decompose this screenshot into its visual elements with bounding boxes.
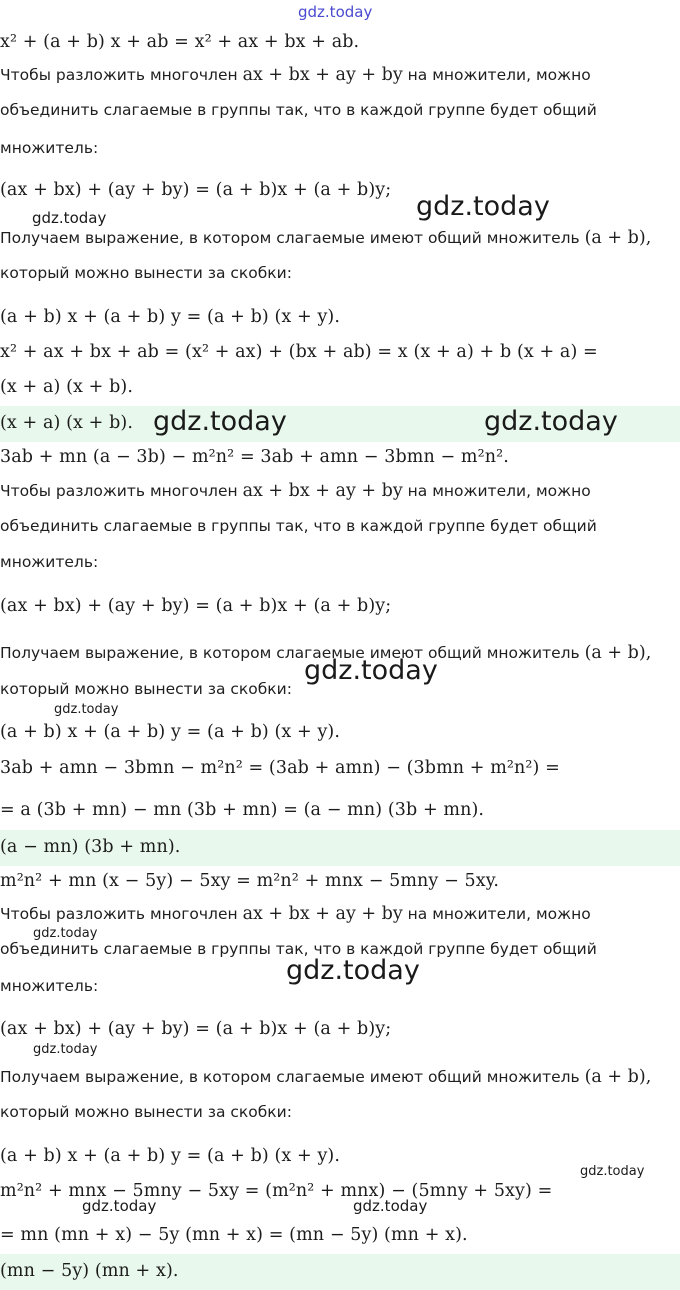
text-fragment: Чтобы разложить многочлен xyxy=(0,66,243,84)
equation-line: (x + a) (x + b). xyxy=(0,377,133,397)
text-fragment: на множители, можно xyxy=(402,66,591,84)
equation-line: m²n² + mn (x − 5y) − 5xy = m²n² + mnx − 5mny − 5xy. xyxy=(0,871,500,891)
inline-math: (a + b), xyxy=(584,643,652,663)
text-line: множитель: xyxy=(0,139,99,157)
watermark: gdz.today xyxy=(286,955,420,986)
text-line: объединить слагаемые в группы так, что в каждой группе будет общий xyxy=(0,517,597,535)
answer-line: (x + a) (x + b). xyxy=(0,413,133,433)
text-line xyxy=(0,228,651,248)
equation-line: (ax + bx) + (ay + by) = (a + b)x + (a + b)y; xyxy=(0,596,392,616)
inline-math: (a + b), xyxy=(584,228,652,248)
text-fragment: Получаем выражение, в котором слагаемые имеют общий множитель xyxy=(0,229,585,247)
equation-line: (ax + bx) + (ay + by) = (a + b)x + (a + b)y; xyxy=(0,1019,392,1039)
text-fragment: Получаем выражение, в котором слагаемые имеют общий множитель xyxy=(0,644,585,662)
text-line xyxy=(0,904,591,924)
text-line: который можно вынести за скобки: xyxy=(0,680,292,698)
text-line xyxy=(0,65,591,85)
watermark: gdz.today xyxy=(304,655,438,686)
inline-math: (a + b), xyxy=(584,1067,652,1087)
watermark: gdz.today xyxy=(353,1197,428,1215)
watermark: gdz.today xyxy=(54,702,119,717)
equation-line: (a + b) x + (a + b) y = (a + b) (x + y). xyxy=(0,1146,341,1166)
equation-line: = a (3b + mn) − mn (3b + mn) = (a − mn) (3b + mn). xyxy=(0,800,485,820)
equation-line: x² + ax + bx + ab = (x² + ax) + (bx + ab) = x (x + a) + b (x + a) = xyxy=(0,342,598,362)
equation-line: x² + (a + b) x + ab = x² + ax + bx + ab. xyxy=(0,32,360,52)
equation-line: (a + b) x + (a + b) y = (a + b) (x + y). xyxy=(0,307,341,327)
equation-line: 3ab + mn (a − 3b) − m²n² = 3ab + amn − 3bmn − m²n². xyxy=(0,447,509,467)
equation-line: (ax + bx) + (ay + by) = (a + b)x + (a + b)y; xyxy=(0,180,392,200)
text-line: объединить слагаемые в группы так, что в каждой группе будет общий xyxy=(0,940,597,958)
watermark: gdz.today xyxy=(580,1164,645,1179)
inline-math: ax + bx + ay + by xyxy=(242,65,403,85)
watermark: gdz.today xyxy=(33,1042,98,1057)
text-line: множитель: xyxy=(0,977,99,995)
text-fragment: на множители, можно xyxy=(402,482,591,500)
text-line: который можно вынести за скобки: xyxy=(0,264,292,282)
equation-line: 3ab + amn − 3bmn − m²n² = (3ab + amn) − (3bmn + m²n²) = xyxy=(0,758,560,778)
watermark: gdz.today xyxy=(484,406,618,437)
watermark: gdz.today xyxy=(33,926,98,941)
watermark-top: gdz.today xyxy=(298,3,373,21)
equation-line: = mn (mn + x) − 5y (mn + x) = (mn − 5y) (mn + x). xyxy=(0,1225,468,1245)
equation-line: m²n² + mnx − 5mny − 5xy = (m²n² + mnx) − (5mny + 5xy) = xyxy=(0,1181,553,1201)
text-line: который можно вынести за скобки: xyxy=(0,1103,292,1121)
watermark: gdz.today xyxy=(32,209,107,227)
text-line: множитель: xyxy=(0,553,99,571)
text-fragment: Чтобы разложить многочлен xyxy=(0,905,243,923)
watermark: gdz.today xyxy=(153,406,287,437)
text-fragment: Получаем выражение, в котором слагаемые имеют общий множитель xyxy=(0,1068,585,1086)
answer-line: (mn − 5y) (mn + x). xyxy=(0,1261,179,1281)
text-line xyxy=(0,481,591,501)
text-fragment: на множители, можно xyxy=(402,905,591,923)
text-fragment: Чтобы разложить многочлен xyxy=(0,482,243,500)
inline-math: ax + bx + ay + by xyxy=(242,481,403,501)
inline-math: ax + bx + ay + by xyxy=(242,904,403,924)
equation-line: (a + b) x + (a + b) y = (a + b) (x + y). xyxy=(0,722,341,742)
watermark: gdz.today xyxy=(416,191,550,222)
answer-line: (a − mn) (3b + mn). xyxy=(0,837,181,857)
text-line: объединить слагаемые в группы так, что в каждой группе будет общий xyxy=(0,101,597,119)
text-line xyxy=(0,1067,651,1087)
watermark: gdz.today xyxy=(82,1197,157,1215)
